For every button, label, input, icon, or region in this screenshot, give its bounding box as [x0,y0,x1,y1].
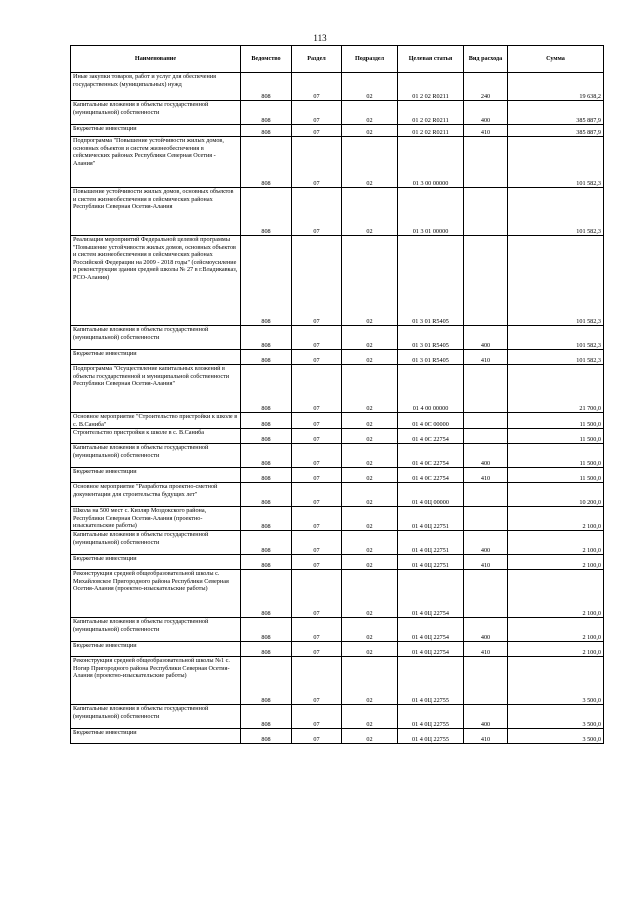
cell-type [464,507,508,531]
table-row [71,188,604,236]
cell-section: 07 [292,444,342,468]
cell-section: 07 [292,468,342,483]
table-row [71,657,604,705]
cell-subsection: 02 [342,188,398,236]
cell-subsection: 02 [342,657,398,705]
table-row [71,365,604,413]
cell-type [464,657,508,705]
cell-target: 01 4 0С 22754 [398,444,464,468]
cell-section: 07 [292,570,342,618]
cell-dept: 808 [241,705,292,729]
cell-name: Бюджетные инвестиции [71,642,241,657]
cell-sum: 11 500,0 [508,468,604,483]
cell-type: 410 [464,642,508,657]
table-row [71,73,604,101]
cell-dept: 808 [241,365,292,413]
cell-target: 01 3 01 R5405 [398,350,464,365]
cell-subsection: 02 [342,101,398,125]
cell-name: Бюджетные инвестиции [71,350,241,365]
header-type: Вид расхода [464,46,508,73]
cell-section: 07 [292,657,342,705]
cell-dept: 808 [241,125,292,137]
cell-sum: 11 500,0 [508,429,604,444]
cell-name: Реконструкция средней общеобразовательной школы с. Михайловское Пригородного района Республики Северная Осетия-Алания (проектно-изыскательские работы) [71,570,241,618]
table-row [71,350,604,365]
cell-dept: 808 [241,570,292,618]
cell-section: 07 [292,73,342,101]
cell-dept: 808 [241,507,292,531]
table-row [71,555,604,570]
cell-sum: 2 100,0 [508,570,604,618]
cell-dept: 808 [241,531,292,555]
cell-section: 07 [292,101,342,125]
cell-dept: 808 [241,236,292,326]
cell-sum: 3 500,0 [508,705,604,729]
cell-target: 01 4 0Ц 22754 [398,618,464,642]
cell-name: Подпрограмма "Осуществление капитальных вложений в объекты государственной и муниципальной собственности Республики Северная Осетия-Алания" [71,365,241,413]
cell-sum: 11 500,0 [508,413,604,429]
cell-sum: 2 100,0 [508,642,604,657]
cell-dept: 808 [241,468,292,483]
header-target: Целевая статья [398,46,464,73]
cell-target: 01 4 0С 22754 [398,429,464,444]
cell-type [464,570,508,618]
cell-dept: 808 [241,429,292,444]
cell-name: Иные закупки товаров, работ и услуг для обеспечения государственных (муниципальных) нужд [71,73,241,101]
cell-type: 400 [464,444,508,468]
table-row [71,444,604,468]
cell-sum: 21 700,0 [508,365,604,413]
cell-type [464,188,508,236]
cell-dept: 808 [241,413,292,429]
cell-section: 07 [292,188,342,236]
cell-sum: 2 100,0 [508,531,604,555]
cell-target: 01 4 00 00000 [398,365,464,413]
cell-type [464,137,508,188]
cell-type: 410 [464,350,508,365]
cell-type: 400 [464,101,508,125]
cell-target: 01 4 0Ц 22751 [398,555,464,570]
cell-subsection: 02 [342,705,398,729]
cell-section: 07 [292,125,342,137]
cell-name: Бюджетные инвестиции [71,468,241,483]
cell-name: Подпрограмма "Повышение устойчивости жилых домов, основных объектов и систем жизнеобеспечения в сейсмических районах Республики Северная Осетия - Алания" [71,137,241,188]
cell-section: 07 [292,429,342,444]
cell-subsection: 02 [342,729,398,744]
cell-section: 07 [292,555,342,570]
cell-target: 01 4 0Ц 22751 [398,507,464,531]
cell-sum: 19 638,2 [508,73,604,101]
cell-name: Основное мероприятие "Строительство пристройки к школе в с. В.Саниба" [71,413,241,429]
cell-subsection: 02 [342,326,398,350]
cell-type: 410 [464,468,508,483]
cell-type [464,365,508,413]
cell-sum: 385 887,9 [508,101,604,125]
cell-subsection: 02 [342,642,398,657]
cell-subsection: 02 [342,468,398,483]
table-header [71,46,604,73]
cell-dept: 808 [241,657,292,705]
table-row [71,729,604,744]
cell-section: 07 [292,365,342,413]
cell-target: 01 2 02 R0211 [398,73,464,101]
page-number: 113 [313,33,327,43]
cell-dept: 808 [241,73,292,101]
cell-subsection: 02 [342,483,398,507]
cell-sum: 11 500,0 [508,444,604,468]
header-subsection: Подраздел [342,46,398,73]
cell-dept: 808 [241,188,292,236]
cell-section: 07 [292,618,342,642]
cell-target: 01 4 0Ц 22751 [398,531,464,555]
cell-name: Реализация мероприятий Федеральной целевой программы "Повышение устойчивости жилых домов, основных объектов и систем жизнеобеспечения в сейсмических районах Российской Федерации на 2009 - 2018 годы" (сейсмоусиление и реконструкция здания средней школы № 27 в г.Владикавказ, РСО-Алания) [71,236,241,326]
cell-subsection: 02 [342,125,398,137]
table-body [71,73,604,744]
table-row [71,429,604,444]
table-row [71,468,604,483]
cell-target: 01 4 0С 00000 [398,413,464,429]
cell-sum: 385 887,9 [508,125,604,137]
cell-name: Бюджетные инвестиции [71,729,241,744]
cell-sum: 10 200,0 [508,483,604,507]
cell-section: 07 [292,705,342,729]
cell-target: 01 2 02 R0211 [398,101,464,125]
table-row [71,705,604,729]
cell-name: Капитальные вложения в объекты государственной (муниципальной) собственности [71,101,241,125]
cell-section: 07 [292,413,342,429]
cell-dept: 808 [241,483,292,507]
cell-subsection: 02 [342,413,398,429]
table-row [71,236,604,326]
cell-type: 400 [464,326,508,350]
cell-subsection: 02 [342,350,398,365]
cell-target: 01 4 0Ц 22754 [398,642,464,657]
cell-name: Реконструкция средней общеобразовательной школы №1 с. Ногир Пригородного района Республики Северная Осетия-Алания (проектно-изыскательские работы) [71,657,241,705]
header-name: Наименование [71,46,241,73]
cell-sum: 101 582,3 [508,137,604,188]
cell-subsection: 02 [342,570,398,618]
cell-dept: 808 [241,101,292,125]
cell-target: 01 2 02 R0211 [398,125,464,137]
cell-target: 01 3 00 00000 [398,137,464,188]
cell-dept: 808 [241,444,292,468]
cell-target: 01 3 01 00000 [398,188,464,236]
cell-section: 07 [292,507,342,531]
table-row [71,326,604,350]
cell-subsection: 02 [342,429,398,444]
cell-sum: 101 582,3 [508,236,604,326]
cell-name: Бюджетные инвестиции [71,125,241,137]
cell-target: 01 3 01 R5405 [398,236,464,326]
cell-dept: 808 [241,729,292,744]
cell-name: Строительство пристройки к школе в с. В.Саниба [71,429,241,444]
table-row [71,642,604,657]
cell-subsection: 02 [342,137,398,188]
cell-dept: 808 [241,137,292,188]
cell-section: 07 [292,642,342,657]
cell-section: 07 [292,137,342,188]
cell-name: Основное мероприятие "Разработка проектно-сметной документации для строительства будущих лет" [71,483,241,507]
cell-target: 01 4 0Ц 22754 [398,570,464,618]
cell-target: 01 4 0Ц 22755 [398,705,464,729]
cell-section: 07 [292,483,342,507]
table-row [71,618,604,642]
cell-name: Бюджетные инвестиции [71,555,241,570]
cell-subsection: 02 [342,365,398,413]
cell-dept: 808 [241,555,292,570]
cell-type: 400 [464,705,508,729]
header-dept: Ведомство [241,46,292,73]
cell-name: Капитальные вложения в объекты государственной (муниципальной) собственности [71,705,241,729]
cell-type: 410 [464,125,508,137]
cell-subsection: 02 [342,236,398,326]
cell-target: 01 4 0С 22754 [398,468,464,483]
header-sum: Сумма [508,46,604,73]
table-row [71,125,604,137]
cell-type: 240 [464,73,508,101]
cell-sum: 2 100,0 [508,555,604,570]
table-row [71,507,604,531]
cell-sum: 101 582,3 [508,350,604,365]
cell-subsection: 02 [342,555,398,570]
cell-sum: 101 582,3 [508,188,604,236]
cell-type: 410 [464,729,508,744]
cell-type [464,483,508,507]
cell-type: 410 [464,555,508,570]
cell-target: 01 3 01 R5405 [398,326,464,350]
header-section: Раздел [292,46,342,73]
cell-type [464,429,508,444]
cell-target: 01 4 0Ц 22755 [398,729,464,744]
budget-table [70,45,604,744]
table-row [71,101,604,125]
table-row [71,570,604,618]
cell-name: Капитальные вложения в объекты государственной (муниципальной) собственности [71,531,241,555]
cell-type: 400 [464,531,508,555]
cell-section: 07 [292,350,342,365]
cell-section: 07 [292,531,342,555]
cell-section: 07 [292,326,342,350]
cell-subsection: 02 [342,618,398,642]
table-row [71,137,604,188]
cell-name: Повышение устойчивости жилых домов, основных объектов и систем жизнеобеспечения в сейсмических районах Республики Северная Осетия-Алания [71,188,241,236]
cell-section: 07 [292,236,342,326]
cell-type [464,236,508,326]
cell-sum: 3 500,0 [508,657,604,705]
cell-name: Школа на 500 мест с. Кизляр Моздокского района, Республики Северная Осетия-Алания (проектно-изыскательские работы) [71,507,241,531]
cell-type: 400 [464,618,508,642]
cell-subsection: 02 [342,73,398,101]
cell-name: Капитальные вложения в объекты государственной (муниципальной) собственности [71,444,241,468]
cell-sum: 101 582,3 [508,326,604,350]
cell-dept: 808 [241,326,292,350]
cell-sum: 3 500,0 [508,729,604,744]
cell-sum: 2 100,0 [508,507,604,531]
cell-subsection: 02 [342,531,398,555]
cell-sum: 2 100,0 [508,618,604,642]
cell-name: Капитальные вложения в объекты государственной (муниципальной) собственности [71,326,241,350]
table-row [71,483,604,507]
cell-target: 01 4 0Ц 22755 [398,657,464,705]
cell-name: Капитальные вложения в объекты государственной (муниципальной) собственности [71,618,241,642]
cell-dept: 808 [241,618,292,642]
cell-dept: 808 [241,642,292,657]
cell-dept: 808 [241,350,292,365]
table-row [71,531,604,555]
cell-subsection: 02 [342,507,398,531]
cell-section: 07 [292,729,342,744]
table-row [71,413,604,429]
cell-type [464,413,508,429]
cell-target: 01 4 0Ц 00000 [398,483,464,507]
cell-subsection: 02 [342,444,398,468]
